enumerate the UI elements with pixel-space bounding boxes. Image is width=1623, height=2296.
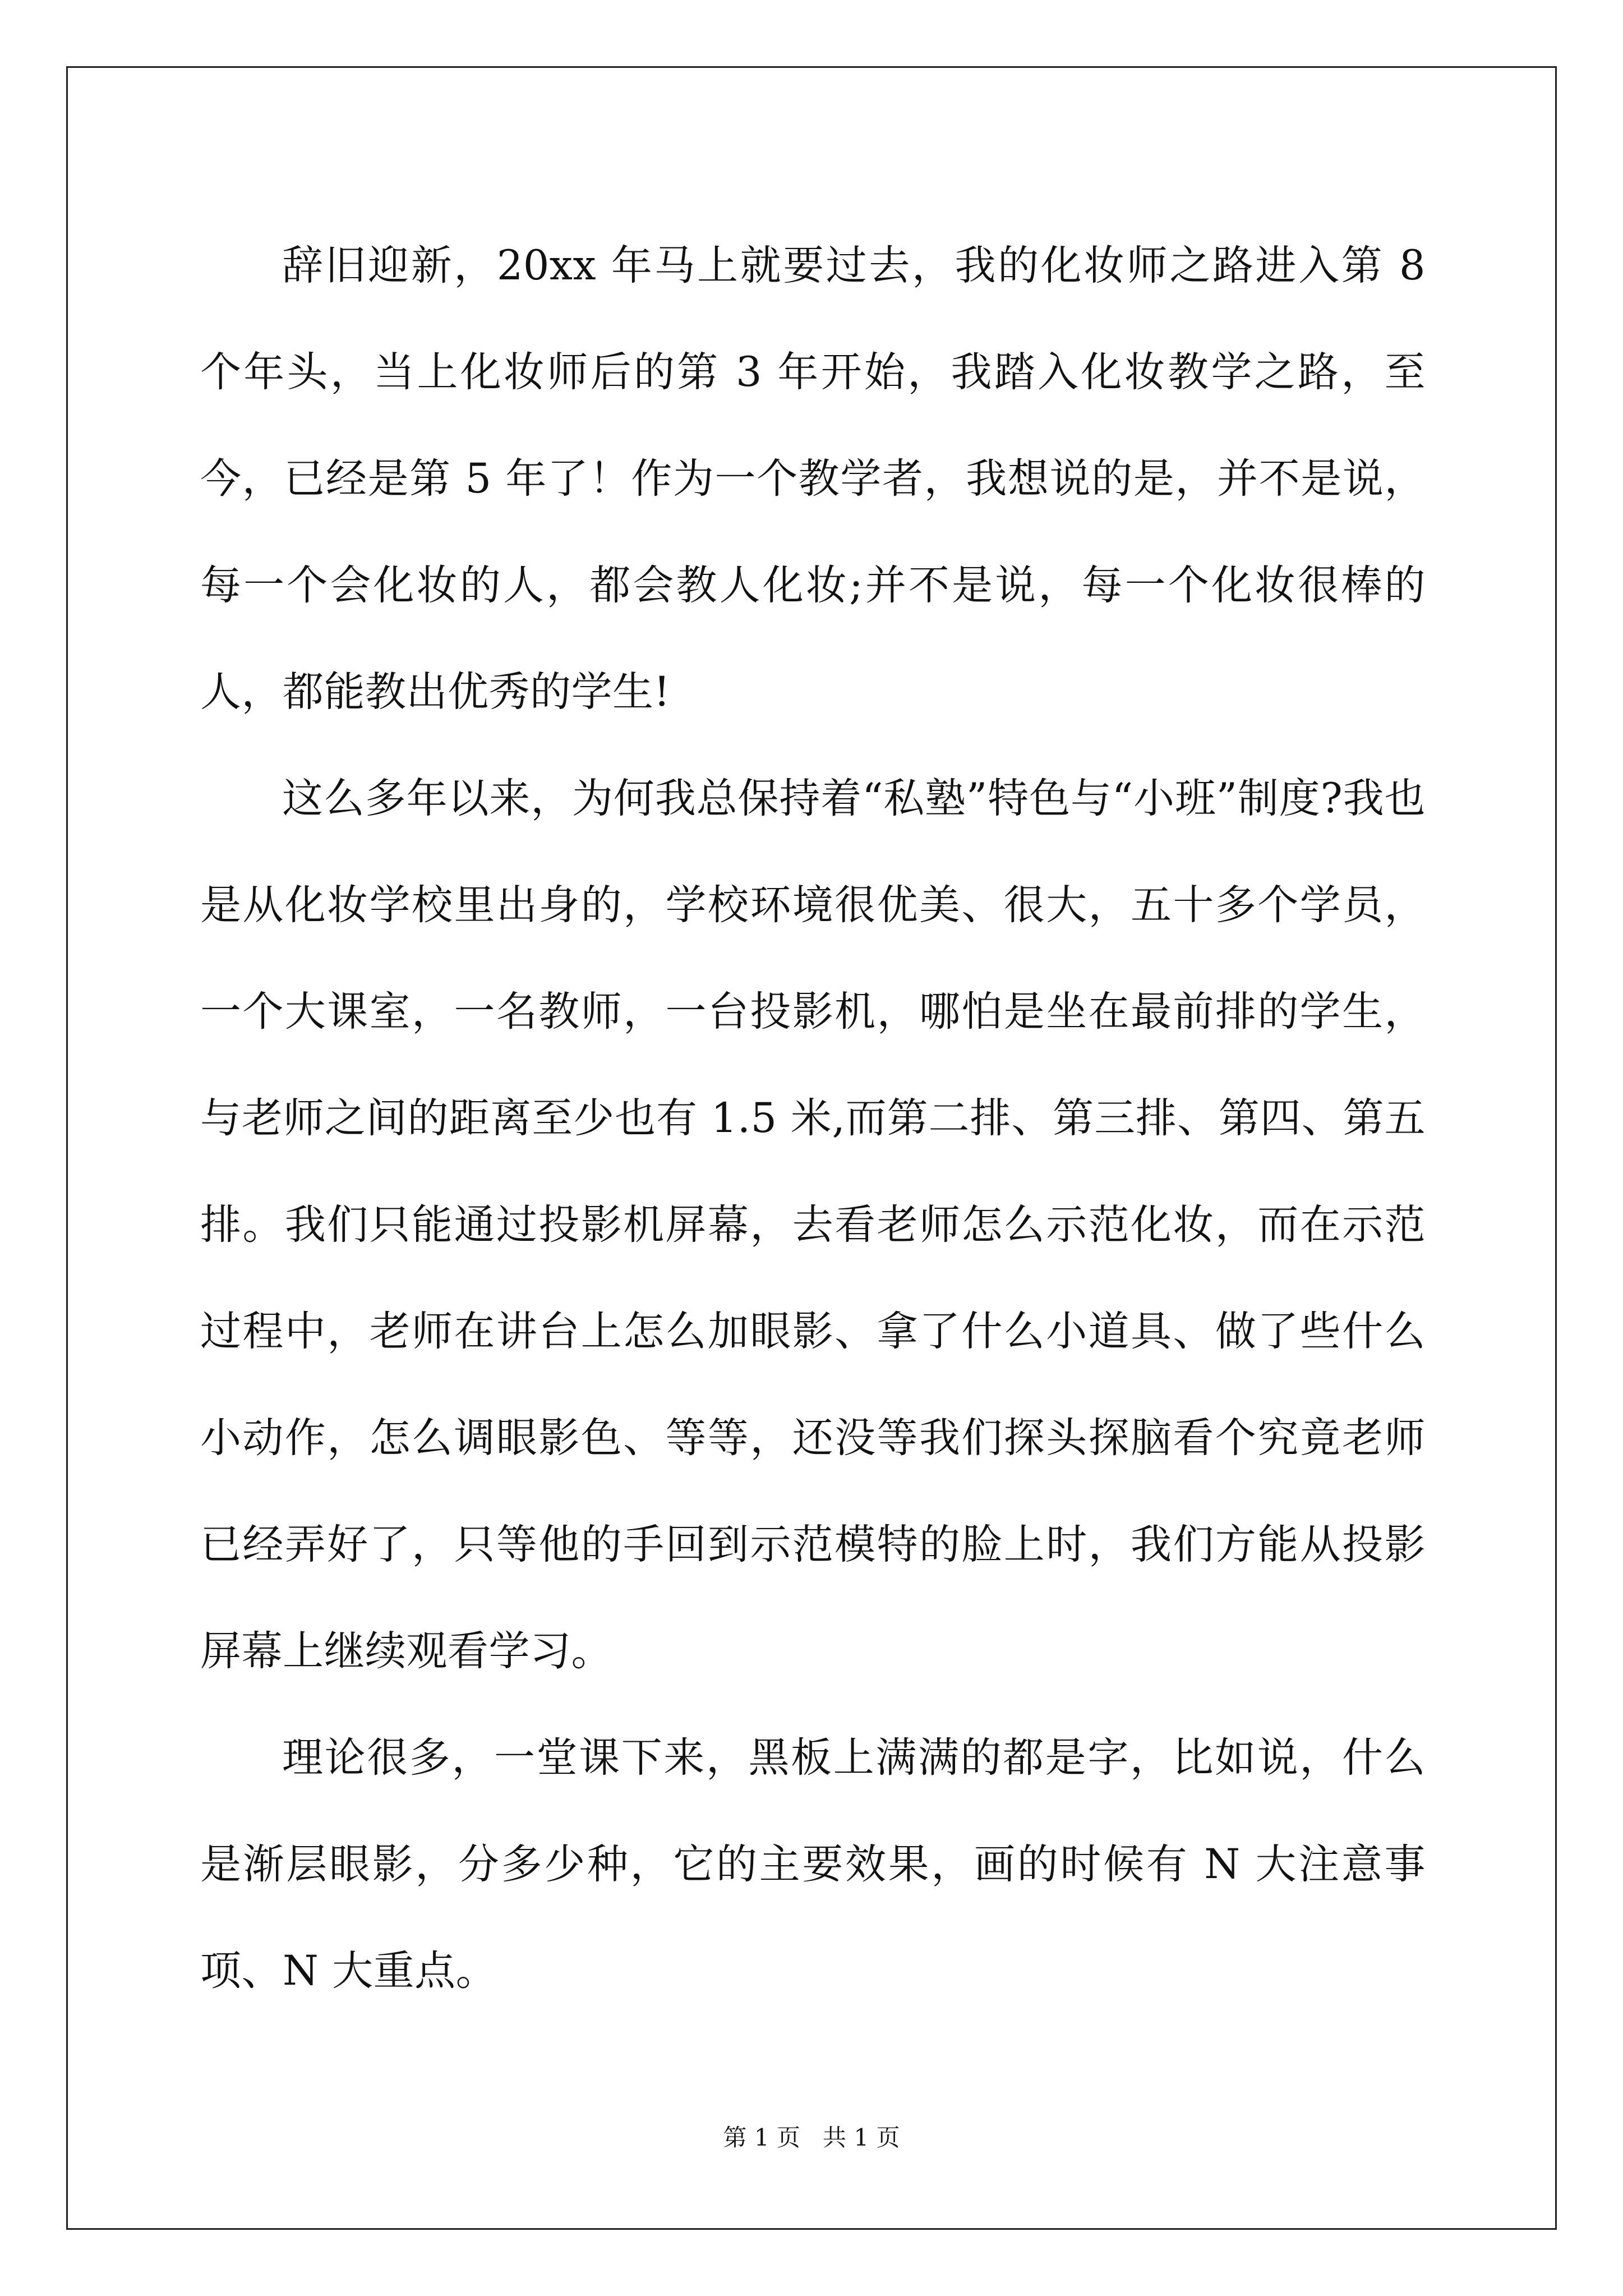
page-number: 第 1 页 (723, 2124, 800, 2151)
paragraph-1: 辞旧迎新，20xx 年马上就要过去，我的化妆师之路进入第 8 个年头，当上化妆师后的第 3 年开始，我踏入化妆教学之路，至今，已经是第 5 年了！作为一个教学者，我想说的是，并不是说，每一个会化妆的人，都会教人化妆;并不是说，每一个化妆很棒的人，都能教出优秀的学生! (200, 242, 1426, 716)
paragraph-2: 这么多年以来，为何我总保持着“私塾”特色与“小班”制度?我也是从化妆学校里出身的，学校环境很优美、很大，五十多个学员，一个大课室，一名教师，一台投影机，哪怕是坐在最前排的学生，与老师之间的距离至少也有 1.5 米,而第二排、第三排、第四、第五排。我们只能通过投影机屏幕，去看老师怎么示范化妆，而在示范过程中，老师在讲台上怎么加眼影、拿了什么小道具、做了些什么小动作，怎么调眼影色、等等，还没等我们探头探脑看个究竟老师已经弄好了，只等他的手回到示范模特的脸上时，我们方能从投影屏幕上继续观看学习。 (200, 775, 1426, 1675)
page-footer (0, 2119, 1623, 2153)
document-body (200, 213, 1426, 2024)
paragraph-3: 理论很多，一堂课下来，黑板上满满的都是字，比如说，什么是渐层眼影，分多少种，它的主要效果，画的时候有 N 大注意事项、N 大重点。 (200, 1734, 1426, 1995)
page-total: 共 1 页 (823, 2124, 900, 2151)
